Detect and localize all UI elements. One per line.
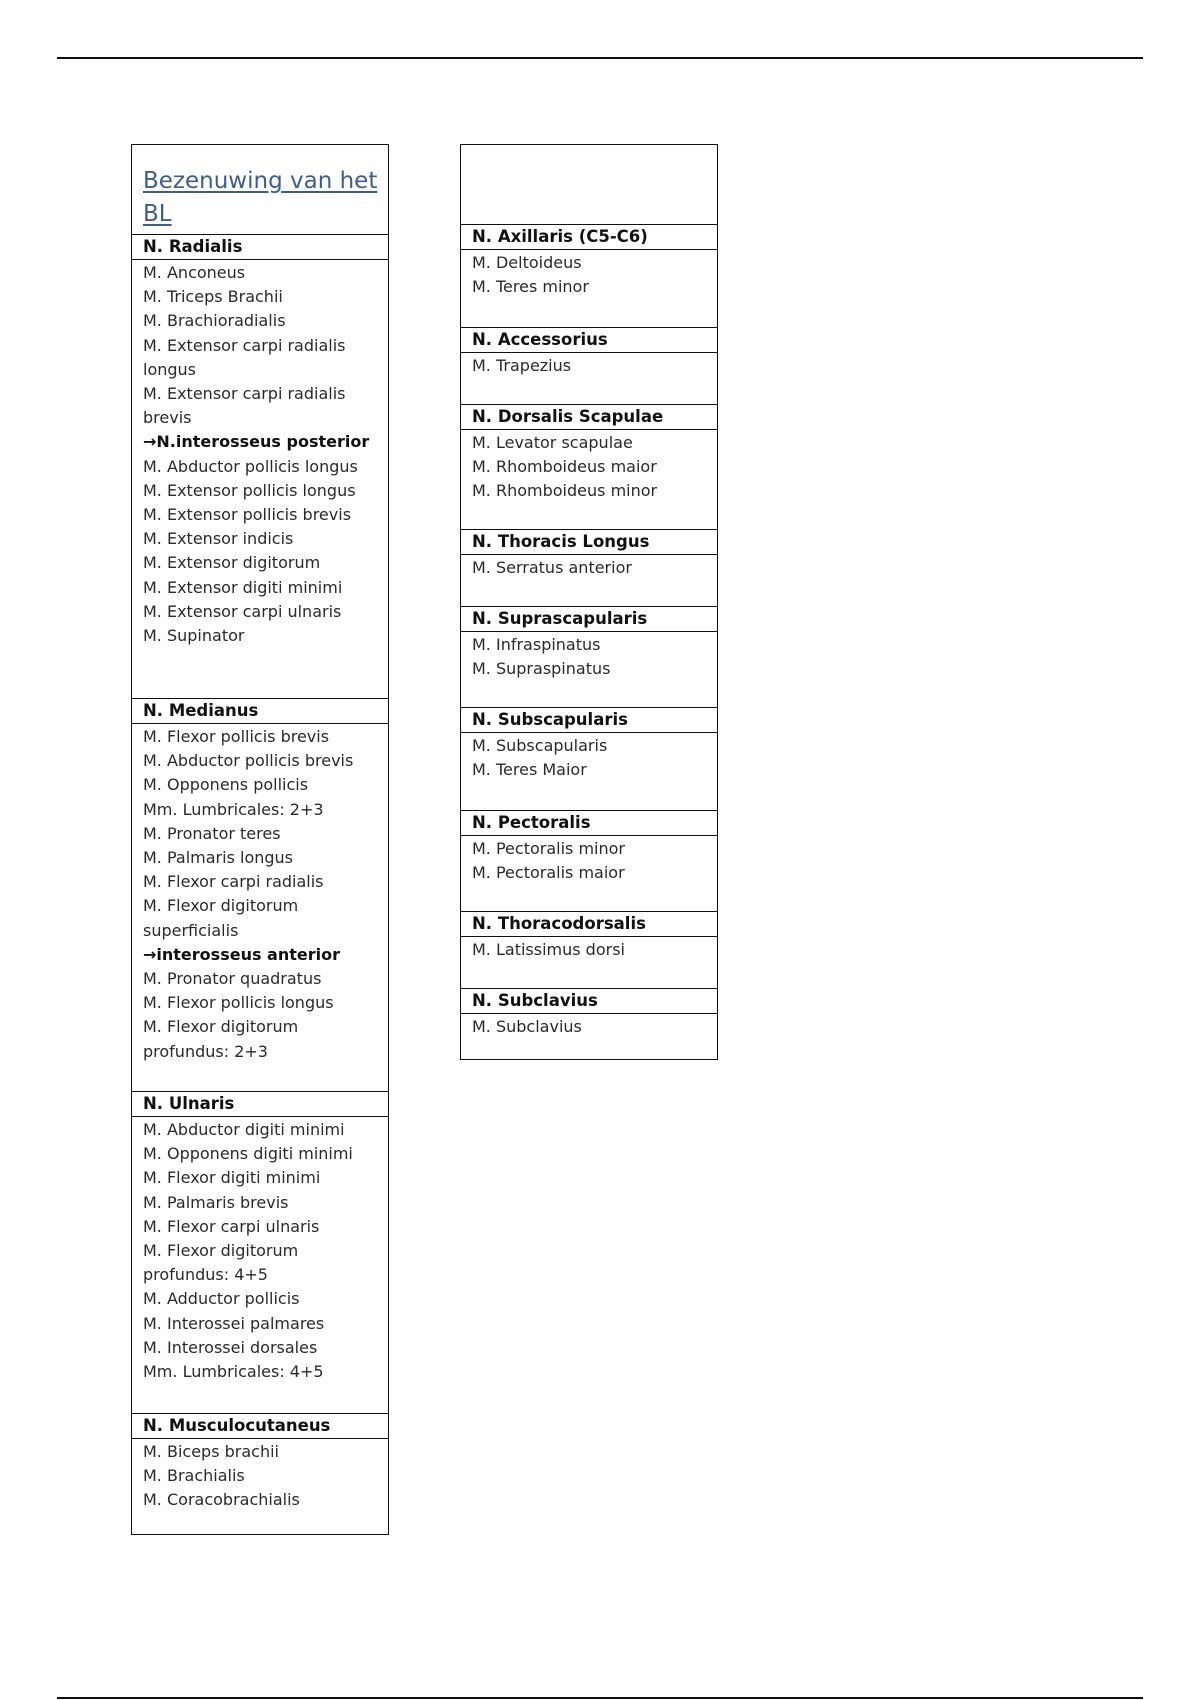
item-text: M. Palmaris longus <box>143 848 293 868</box>
item-text: M. Supraspinatus <box>472 659 611 679</box>
item-text: M. Flexor pollicis brevis <box>143 727 330 746</box>
item-text: M. Deltoideus <box>472 253 582 272</box>
muscle-list <box>132 1117 388 1413</box>
item-text: M. Flexor carpi ulnaris <box>143 1216 320 1236</box>
item-text: M. Coracobrachialis <box>143 1490 300 1510</box>
muscle-item <box>472 861 711 885</box>
item-text: M. Opponens digiti minimi <box>143 1144 353 1164</box>
item-text: M. Adductor pollicis <box>143 1289 300 1309</box>
right-column-table <box>460 144 718 1060</box>
item-text: M. Brachialis <box>143 1466 245 1486</box>
item-text: M. Flexor carpi radialis <box>143 872 324 892</box>
muscle-item <box>143 551 382 575</box>
right-empty-header-cell <box>461 145 717 224</box>
muscle-item <box>472 734 711 758</box>
muscle-item <box>143 1215 382 1239</box>
item-text: M. Palmaris brevis <box>143 1192 289 1212</box>
muscle-item <box>143 1166 382 1190</box>
item-text: M. Extensor pollicis brevis <box>143 505 352 525</box>
right-sections <box>461 224 717 1065</box>
muscle-item <box>143 334 382 382</box>
nerve-heading: N. Subscapularis <box>461 707 717 733</box>
muscle-item <box>472 1015 711 1039</box>
muscle-list <box>461 733 717 810</box>
muscle-item <box>143 382 382 430</box>
item-text: M. Rhomboideus minor <box>472 481 658 501</box>
item-text: M. Levator scapulae <box>472 433 633 452</box>
left-sections <box>132 234 388 1538</box>
nerve-section-n-pectoralis <box>461 810 717 911</box>
item-text: M. Abductor digiti minimi <box>143 1120 345 1139</box>
nerve-heading: N. Musculocutaneus <box>132 1413 388 1439</box>
nerve-heading: N. Pectoralis <box>461 810 717 836</box>
muscle-item <box>143 773 382 797</box>
muscle-item <box>472 251 711 275</box>
muscle-list <box>132 724 388 1091</box>
item-text: M. Anconeus <box>143 263 246 282</box>
item-text: M. Flexor digiti minimi <box>143 1168 321 1188</box>
muscle-item <box>143 749 382 773</box>
item-text: Mm. Lumbricales: 2+3 <box>143 799 324 819</box>
nerve-heading: N. Medianus <box>132 698 388 724</box>
item-text: M. Infraspinatus <box>472 635 601 654</box>
muscle-item <box>143 503 382 527</box>
branch-nerve-item <box>143 943 382 967</box>
item-text: M. Extensor digitorum <box>143 553 321 573</box>
item-text: M. Extensor carpi ulnaris <box>143 601 342 621</box>
muscle-list <box>461 836 717 911</box>
muscle-item <box>143 1440 382 1464</box>
item-text: M. Pectoralis maior <box>472 863 625 883</box>
nerve-heading: N. Axillaris (C5-C6) <box>461 224 717 250</box>
muscle-item <box>143 624 382 648</box>
nerve-heading: N. Suprascapularis <box>461 606 717 632</box>
nerve-heading: N. Dorsalis Scapulae <box>461 404 717 430</box>
item-text: M. Triceps Brachii <box>143 287 283 307</box>
nerve-section-n-medianus <box>132 698 388 1091</box>
muscle-list <box>461 555 717 606</box>
muscle-item <box>143 1239 382 1287</box>
item-text: M. Rhomboideus maior <box>472 457 657 477</box>
item-text: M. Flexor pollicis longus <box>143 993 334 1013</box>
item-text: M. Extensor pollicis longus <box>143 480 356 500</box>
muscle-list <box>461 353 717 404</box>
left-column-table <box>131 144 389 1535</box>
nerve-section-n-accessorius <box>461 327 717 404</box>
muscle-item <box>143 725 382 749</box>
item-text: M. Supinator <box>143 626 245 646</box>
nerve-section-n-suprascapularis <box>461 606 717 707</box>
muscle-item <box>143 870 382 894</box>
muscle-list <box>461 937 717 988</box>
nerve-section-n-thoracodorsalis <box>461 911 717 988</box>
item-text: M. Flexor digitorum profundus: 2+3 <box>143 1017 299 1061</box>
muscle-item <box>143 455 382 479</box>
muscle-item <box>143 1360 382 1384</box>
muscle-item <box>143 798 382 822</box>
muscle-item <box>472 938 711 962</box>
item-text: M. Opponens pollicis <box>143 775 309 795</box>
muscle-item <box>143 261 382 285</box>
top-rule <box>57 57 1143 59</box>
muscle-item <box>143 1191 382 1215</box>
muscle-item <box>143 1488 382 1512</box>
item-text: M. Trapezius <box>472 356 572 375</box>
item-text: M. Subclavius <box>472 1017 582 1036</box>
nerve-heading: N. Subclavius <box>461 988 717 1014</box>
item-text: M. Extensor carpi radialis longus <box>143 335 346 379</box>
item-text: M. Abductor pollicis longus <box>143 456 358 476</box>
item-text: M. Abductor pollicis brevis <box>143 751 354 771</box>
item-text: M. Latissimus dorsi <box>472 940 625 959</box>
nerve-heading: N. Ulnaris <box>132 1091 388 1117</box>
nerve-section-n-dorsalis-scapulae <box>461 404 717 529</box>
arrow-right-icon: → <box>143 432 157 452</box>
muscle-item <box>472 479 711 503</box>
muscle-list <box>461 250 717 327</box>
item-text: M. Pronator quadratus <box>143 969 322 989</box>
item-text: M. Teres minor <box>472 277 589 297</box>
muscle-item <box>143 1142 382 1166</box>
muscle-item <box>472 657 711 681</box>
item-text: M. Flexor digitorum superficialis <box>143 896 299 940</box>
bottom-rule <box>57 1697 1143 1699</box>
item-text: M. Pronator teres <box>143 823 281 843</box>
nerve-heading: N. Radialis <box>132 234 388 260</box>
item-text: M. Extensor carpi radialis brevis <box>143 384 346 428</box>
muscle-item <box>472 431 711 455</box>
item-text: interosseus anterior <box>156 944 340 964</box>
muscle-item <box>143 1287 382 1311</box>
muscle-list <box>132 1439 388 1538</box>
muscle-item <box>143 1312 382 1336</box>
muscle-item <box>143 991 382 1015</box>
item-text: N.interosseus posterior <box>156 432 370 452</box>
item-text: M. Biceps brachii <box>143 1442 279 1461</box>
item-text: Mm. Lumbricales: 4+5 <box>143 1362 324 1382</box>
muscle-item <box>143 1015 382 1063</box>
muscle-item <box>472 275 711 299</box>
muscle-item <box>472 633 711 657</box>
nerve-heading: N. Thoracis Longus <box>461 529 717 555</box>
nerve-section-n-thoracis-longus <box>461 529 717 606</box>
muscle-item <box>143 285 382 309</box>
muscle-item <box>143 309 382 333</box>
muscle-list <box>461 632 717 707</box>
muscle-list <box>461 1014 717 1065</box>
muscle-item <box>472 837 711 861</box>
item-text: M. Subscapularis <box>472 736 608 755</box>
muscle-item <box>143 600 382 624</box>
item-text: M. Brachioradialis <box>143 311 286 331</box>
item-text: M. Teres Maior <box>472 760 587 780</box>
arrow-right-icon: → <box>143 944 157 964</box>
nerve-section-n-subclavius <box>461 988 717 1065</box>
item-text: M. Interossei palmares <box>143 1313 325 1333</box>
muscle-list <box>132 260 388 698</box>
muscle-item <box>472 455 711 479</box>
muscle-item <box>143 967 382 991</box>
item-text: M. Extensor indicis <box>143 529 294 549</box>
nerve-heading: N. Thoracodorsalis <box>461 911 717 937</box>
muscle-item <box>143 822 382 846</box>
nerve-section-n-radialis <box>132 234 388 698</box>
muscle-item <box>143 894 382 942</box>
document-title: Bezenuwing van het BL <box>143 168 378 227</box>
muscle-item <box>143 846 382 870</box>
nerve-section-n-musculocutaneus <box>132 1413 388 1538</box>
title-cell <box>132 145 388 234</box>
muscle-item <box>143 1464 382 1488</box>
nerve-section-n-subscapularis <box>461 707 717 810</box>
nerve-section-n-axillaris-c5-c6 <box>461 224 717 327</box>
item-text: M. Serratus anterior <box>472 558 632 577</box>
muscle-item <box>143 576 382 600</box>
nerve-heading: N. Accessorius <box>461 327 717 353</box>
muscle-item <box>143 527 382 551</box>
muscle-list <box>461 430 717 529</box>
nerve-section-n-ulnaris <box>132 1091 388 1413</box>
muscle-item <box>143 479 382 503</box>
muscle-item <box>143 1118 382 1142</box>
muscle-item <box>472 758 711 782</box>
muscle-item <box>472 354 711 378</box>
muscle-item <box>143 1336 382 1360</box>
item-text: M. Extensor digiti minimi <box>143 577 343 597</box>
item-text: M. Pectoralis minor <box>472 839 625 858</box>
item-text: M. Interossei dorsales <box>143 1337 318 1357</box>
item-text: M. Flexor digitorum profundus: 4+5 <box>143 1241 299 1285</box>
branch-nerve-item <box>143 430 382 454</box>
muscle-item <box>472 556 711 580</box>
